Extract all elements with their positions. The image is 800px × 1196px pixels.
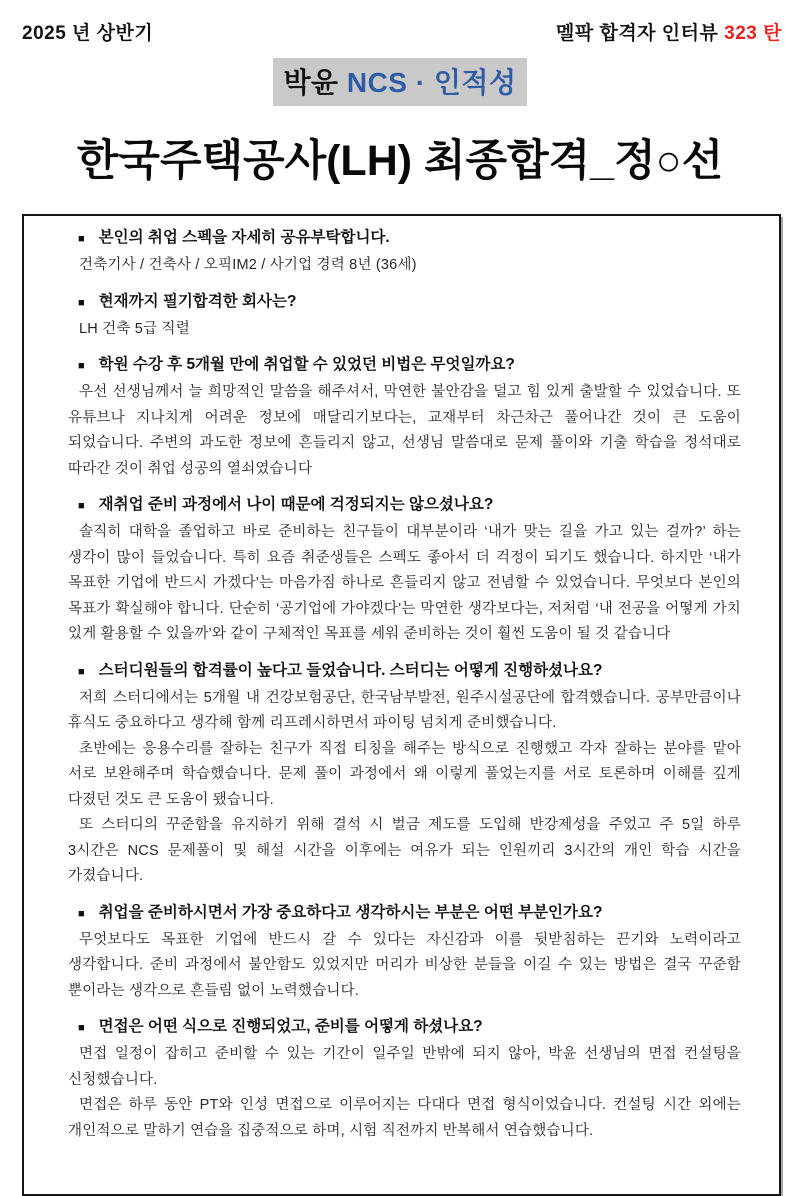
page-title: 한국주택공사(LH) 최종합격_정○선	[76, 137, 724, 185]
answer-paragraph: 무엇보다도 목표한 기업에 반드시 갈 수 있다는 자신감과 이를 뒷받침하는 끈기와 노력이라고 생각합니다. 준비 과정에서 불안함도 있었지만 머리가 비상한 분들을 이길 수 있는 방법은 결국 꾸준함 뿐이라는 생각으로 흔들림 없이 노력했습니다.	[68, 931, 741, 999]
question-text: 재취업 준비 과정에서 나이 때문에 걱정되지는 않으셨나요?	[98, 496, 494, 513]
question-text: 학원 수강 후 5개월 만에 취업할 수 있었던 비법은 무엇일까요?	[98, 356, 515, 373]
qa-section-interview-format	[68, 1014, 741, 1144]
qa-section-study-group	[68, 658, 741, 890]
answer-paragraph: 저희 스터디에서는 5개월 내 건강보험공단, 한국남부발전, 원주시설공단에 합격했습니다. 공부만큼이나 휴식도 중요하다고 생각해 함께 리프레시하면서 파이팅 넘치게 준비했습니다.	[68, 689, 741, 731]
question-text: 본인의 취업 스펙을 자세히 공유부탁합니다.	[98, 229, 390, 246]
bullet-square-icon: ■	[78, 360, 85, 372]
answer-paragraph: 초반에는 응용수리를 잘하는 친구가 직접 티칭을 해주는 방식으로 진행했고 각자 잘하는 분야를 맡아 서로 보완해주며 학습했습니다. 문제 풀이 과정에서 왜 이렇게 풀었는지를 서로 토론하며 이해를 깊게 다졌던 것도 큰 도움이 됐습니다.	[68, 740, 741, 808]
masthead	[0, 0, 800, 45]
qa-section-age-worry	[68, 492, 741, 648]
question-row	[78, 1014, 741, 1041]
series-number: 323 탄	[724, 23, 782, 44]
bullet-square-icon: ■	[78, 500, 85, 512]
bullet-square-icon: ■	[78, 296, 85, 309]
instructor-name: 박윤	[283, 67, 339, 98]
answer-paragraph: 우선 선생님께서 늘 희망적인 말씀을 해주셔서, 막연한 불안감을 덜고 힘 있게 출발할 수 있었습니다. 또 유튜브나 지나치게 어려운 정보에 매달리기보다는, 교재부터 차근차근 풀어나간 것이 큰 도움이 되었습니다. 주변의 과도한 정보에 흔들리지 않고, 선생님 말씀대로 문제 풀이와 기출 학습을 정석대로 따라간 것이 취업 성공의 열쇠였습니다	[68, 384, 741, 477]
question-row	[78, 352, 741, 379]
bullet-square-icon: ■	[78, 233, 85, 245]
question-text: 취업을 준비하시면서 가장 중요하다고 생각하시는 부분은 어떤 부분인가요?	[98, 903, 603, 921]
answer-paragraph: 솔직히 대학을 졸업하고 바로 준비하는 친구들이 대부분이라 ‘내가 맞는 길을 가고 있는 걸까?’ 하는 생각이 많이 들었습니다. 특히 요즘 취준생들은 스펙도 좋아서 더 걱정이 되기도 했습니다. 하지만 ‘내가 목표한 기업에 반드시 가겠다’는 마음가짐 하나로 흔들리지 않고 전념할 수 있었습니다. 무엇보다 본인의 목표가 확실해야 합니다. 단순히 ‘공기업에 가야겠다’는 막연한 생각보다는, 저처럼 ‘내 전공을 어떻게 가치 있게 활용할 수 있을까’와 같이 구체적인 목표를 세워 준비하는 것이 훨씬 도움이 될 것 같습니다	[68, 524, 741, 642]
question-row	[78, 492, 741, 519]
qa-section-written-pass	[68, 289, 741, 343]
question-row	[78, 900, 741, 927]
answer-paragraph: 건축기사 / 건축사 / 오픽IM2 / 사기업 경력 8년 (36세)	[79, 257, 417, 273]
qa-section-most-important	[68, 900, 741, 1005]
question-text: 면접은 어떤 식으로 진행되었고, 준비를 어떻게 하셨나요?	[98, 1018, 483, 1035]
series-label	[556, 18, 782, 45]
bullet-square-icon: ■	[78, 1022, 85, 1034]
series-title: 멜팍 합격자 인터뷰	[555, 23, 719, 44]
question-row	[78, 225, 741, 252]
qa-section-specs	[68, 225, 741, 279]
course-name: NCS · 인적성	[346, 67, 517, 98]
bullet-square-icon: ■	[78, 907, 85, 920]
question-text: 스터디원들의 합격률이 높다고 들었습니다. 스터디는 어떻게 진행하셨나요?	[98, 661, 603, 679]
answer-paragraph: 또 스터디의 꾸준함을 유지하기 위해 결석 시 벌금 제도를 도입해 반강제성을 주었고 주 5일 하루 3시간은 NCS 문제풀이 및 해설 시간을 이후에는 여유가 되는 인원끼리 3시간의 개인 학습 시간을 가졌습니다.	[68, 817, 741, 884]
qa-section-secret	[68, 352, 741, 482]
season-label: 2025 년 상반기	[22, 23, 154, 44]
question-row	[78, 658, 741, 685]
course-highlight	[273, 58, 526, 106]
answer-paragraph: 면접 일정이 잡히고 준비할 수 있는 기간이 일주일 반밖에 되지 않아, 박윤 선생님의 면접 컨설팅을 신청했습니다.	[68, 1046, 741, 1088]
answer-paragraph: 면접은 하루 동안 PT와 인성 면접으로 이루어지는 다대다 면접 형식이었습니다. 컨설팅 시간 외에는 개인적으로 말하기 연습을 집중적으로 하며, 시험 직전까지 반복해서 연습했습니다.	[68, 1097, 741, 1139]
question-row	[78, 289, 741, 316]
subtitle-band	[0, 58, 800, 106]
answer-paragraph: LH 건축 5급 직렬	[79, 320, 190, 337]
interview-content-box	[22, 214, 781, 1196]
question-text: 현재까지 필기합격한 회사는?	[98, 292, 297, 310]
bullet-square-icon: ■	[78, 665, 85, 678]
